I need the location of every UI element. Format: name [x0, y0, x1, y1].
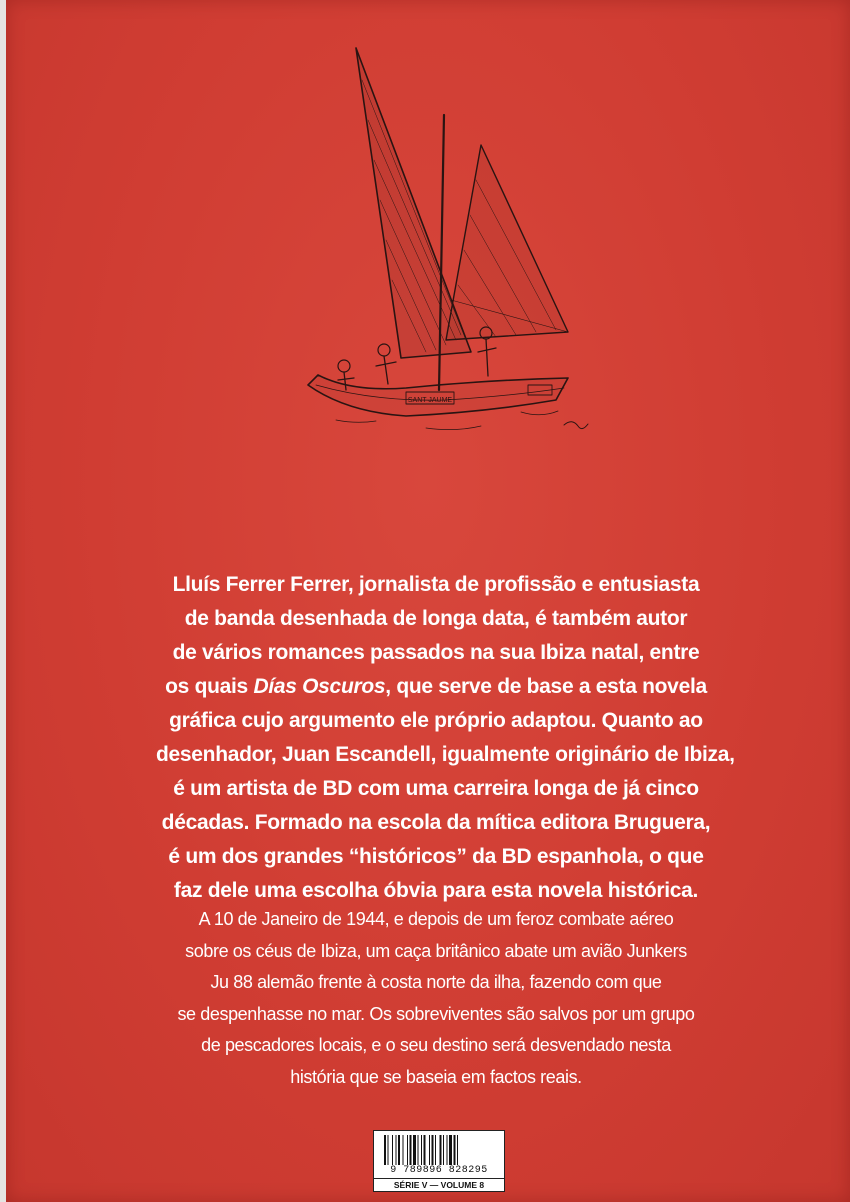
synopsis-line: sobre os céus de Ibiza, um caça britânico abate um avião Junkers	[185, 940, 687, 961]
synopsis-line: se despenhasse no mar. Os sobreviventes são salvos por um grupo	[177, 1003, 695, 1024]
story-synopsis	[166, 904, 706, 1093]
barcode-box	[373, 1130, 505, 1192]
blurb-line: é um dos grandes “históricos” da BD espanhola, o que	[168, 845, 704, 868]
isbn-number: 9 789896 828295	[390, 1165, 488, 1176]
blurb-line: Lluís Ferrer Ferrer, jornalista de profissão e entusiasta	[172, 573, 700, 596]
synopsis-line: Ju 88 alemão frente à costa norte da ilha, fazendo com que	[210, 972, 662, 992]
author-blurb	[156, 568, 735, 908]
blurb-line: gráfica cujo argumento ele próprio adaptou. Quanto ao	[169, 709, 703, 732]
blurb-line: faz dele uma escolha óbvia para esta novela histórica.	[173, 879, 699, 902]
synopsis-line: história que se baseia em factos reais.	[290, 1066, 582, 1087]
svg-text:SANT JAUME: SANT JAUME	[407, 397, 453, 404]
blurb-line	[156, 670, 716, 704]
series-label: SÉRIE V — VOLUME 8	[374, 1178, 504, 1192]
back-cover	[6, 0, 850, 1202]
blurb-text: os quais	[165, 675, 254, 698]
book-title: Días Oscuros	[253, 675, 386, 698]
sailboat-illustration-icon	[296, 40, 596, 450]
synopsis-line: de pescadores locais, e o seu destino será desvendado nesta	[201, 1035, 671, 1055]
blurb-text: , que serve de base a esta novela	[385, 675, 707, 698]
synopsis-line: A 10 de Janeiro de 1944, e depois de um feroz combate aéreo	[198, 909, 674, 929]
blurb-line: décadas. Formado na escola da mítica editora Bruguera,	[161, 811, 711, 834]
blurb-line: de vários romances passados na sua Ibiza natal, entre	[172, 641, 700, 664]
blurb-line: desenhador, Juan Escandell, igualmente originário de Ibiza,	[156, 743, 735, 766]
barcode-icon	[384, 1135, 494, 1165]
blurb-line: é um artista de BD com uma carreira longa de já cinco	[173, 777, 699, 800]
blurb-line: de banda desenhada de longa data, é também autor	[184, 607, 688, 630]
